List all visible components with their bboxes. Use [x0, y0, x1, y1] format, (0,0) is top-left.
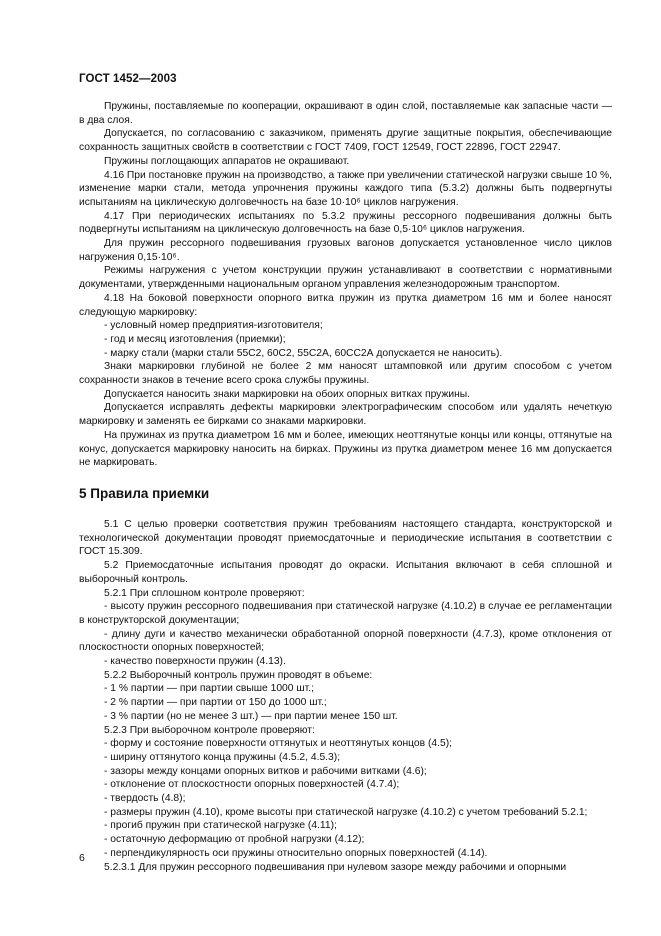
document-body	[79, 100, 612, 874]
paragraph: Допускается наносить знаки маркировки на обоих опорных витках пружины.	[104, 388, 471, 400]
list-item: - качество поверхности пружин (4.13).	[104, 656, 286, 668]
list-item: - отклонение от плоскостности опорных поверхностей (4.7.4);	[104, 779, 400, 791]
list-item: - условный номер предприятия-изготовителя;	[104, 320, 323, 332]
clause-4-16: 4.16 При постановке пружин на производство, а также при увеличении статической нагрузки свыше 10 %, изменение марки стали, метода упрочнения пружины каждого типа (5.3.2) должны быть подвергнуты испытаниям на циклическую долговечность на базе 10·10⁶ циклов нагружения.	[79, 169, 612, 208]
paragraph: Пружины, поставляемые по кооперации, окрашивают в один слой, поставляемые как запасные части — в два слоя.	[79, 101, 612, 126]
paragraph: На пружинах из прутка диаметром 16 мм и более, имеющих неоттянутые концы или концы, оттянутые на конус, допускается маркировку наносить на бирках. Пружины из прутка диаметром менее 16 мм допускается не маркировать.	[79, 429, 612, 469]
clause-5-2-3-1: 5.2.3.1 Для пружин рессорного подвешивания при нулевом зазоре между рабочими и опорными	[104, 861, 567, 873]
paragraph: Пружины поглощающих аппаратов не окрашивают.	[104, 155, 350, 167]
list-item: - зазоры между концами опорных витков и рабочими витками (4.6);	[104, 765, 427, 777]
clause-5-2-2: 5.2.2 Выборочный контроль пружин проводят в объеме:	[104, 669, 373, 681]
list-item: - марку стали (марки стали 55С2, 60С2, 55С2А, 60СС2А допускается не наносить).	[104, 347, 503, 359]
clause-5-1: 5.1 С целью проверки соответствия пружин требованиям настоящего стандарта, конструкторской и технологической документации проводят приемосдаточные и периодические испытания в соответствии с ГОСТ 15.309.	[79, 518, 612, 558]
list-item: - остаточную деформацию от пробной нагрузки (4.12);	[104, 834, 365, 846]
section-title: 5 Правила приемки	[79, 485, 210, 501]
clause-5-2-3: 5.2.3 При выборочном контроле проверяют:	[104, 724, 315, 736]
list-item: - 3 % партии (но не менее 3 шт.) — при партии менее 150 шт.	[104, 710, 398, 722]
list-item: - 2 % партии — при партии от 150 до 1000 шт.;	[104, 697, 327, 709]
clause-4-18: 4.18 На боковой поверхности опорного витка пружин из прутка диаметром 16 мм и более наносят следующую маркировку:	[79, 292, 612, 318]
page-number: 6	[79, 852, 85, 864]
clause-4-17: 4.17 При периодических испытаниях по 5.3.2 пружины рессорного подвешивания должны быть подвергнуты испытаниям на циклическую долговечность на базе 0,5·10⁶ циклов нагружения.	[79, 210, 612, 236]
list-item: - ширину оттянутого конца пружины (4.5.2, 4.5.3);	[104, 751, 341, 763]
paragraph: Для пружин рессорного подвешивания грузовых вагонов допускается установленное число циклов нагружения 0,15·10⁶.	[79, 238, 612, 263]
paragraph-group-top	[79, 100, 612, 470]
paragraph: Допускается, по согласованию с заказчиком, применять другие защитные покрытия, обеспечивающие сохранность защитных свойств в соответствии с ГОСТ 7409, ГОСТ 12549, ГОСТ 22896, ГОСТ 22947.	[79, 128, 612, 154]
list-item: - прогиб пружин при статической нагрузке (4.11);	[104, 820, 337, 832]
clause-5-2-1: 5.2.1 При сплошном контроле проверяют:	[104, 587, 305, 599]
document-header: ГОСТ 1452—2003	[79, 73, 177, 85]
paragraph: Режимы нагружения с учетом конструкции пружин устанавливают в соответствии с нормативными документами, утвержденными национальным органом управления железнодорожным транспортом.	[79, 265, 612, 291]
list-item: - перпендикулярность оси пружины относительно опорных поверхностей (4.14).	[104, 847, 488, 859]
paragraph: Допускается исправлять дефекты маркировки электрографическим способом или удалять нечеткую маркировку и заменять ее бирками со знаками маркировки.	[79, 402, 612, 428]
list-item: - длину дуги и качество механически обработанной опорной поверхности (4.7.3), кроме отклонения от плоскостности опорных поверхностей;	[79, 628, 612, 654]
list-item: - твердость (4.8);	[104, 793, 186, 805]
list-item: - высоту пружин рессорного подвешивания при статической нагрузке (4.10.2) в случае ее регламентации в конструкторской документации;	[79, 601, 612, 626]
list-item: - год и месяц изготовления (приемки);	[104, 333, 286, 345]
list-item: - форму и состояние поверхности оттянутых и неоттянутых концов (4.5);	[104, 738, 453, 750]
list-item: - размеры пружин (4.10), кроме высоты при статической нагрузке (4.10.2) с учетом требований 5.2.1;	[104, 806, 588, 818]
paragraph-group-bottom	[79, 518, 612, 874]
list-item: - 1 % партии — при партии свыше 1000 шт.;	[104, 683, 314, 695]
clause-5-2: 5.2 Приемосдаточные испытания проводят до окраски. Испытания включают в себя сплошной и выборочный контроль.	[79, 560, 612, 585]
paragraph: Знаки маркировки глубиной не более 2 мм наносят штамповкой или другим способом с учетом сохранности знаков в течение всего срока службы пружины.	[79, 361, 612, 387]
